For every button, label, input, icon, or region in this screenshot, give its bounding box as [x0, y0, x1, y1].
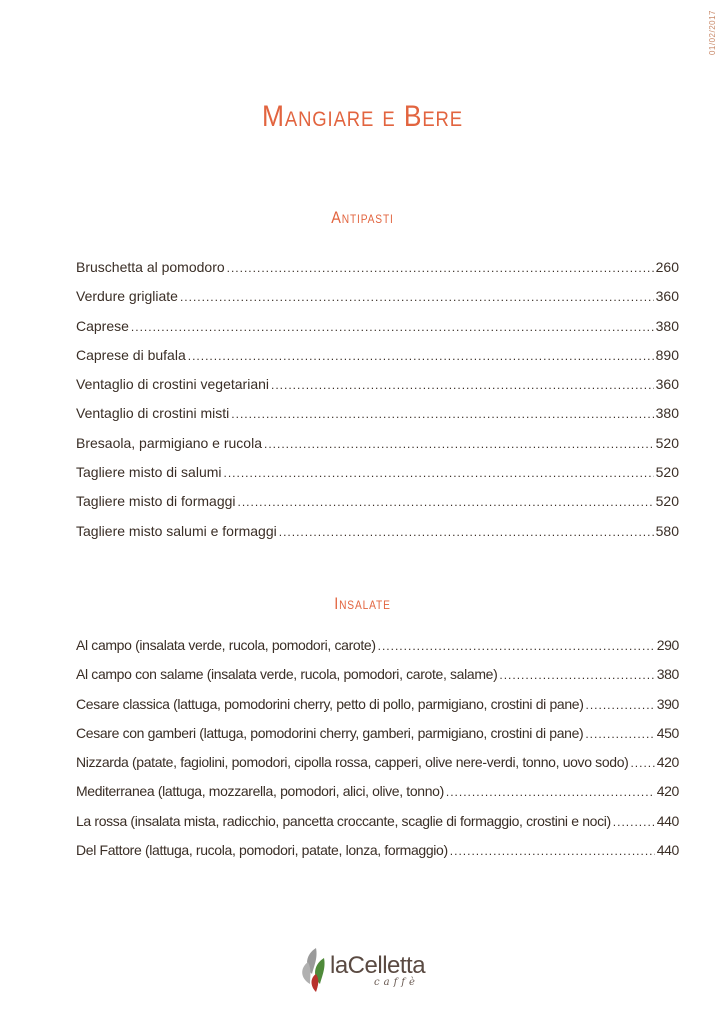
leader-dots — [630, 756, 654, 770]
item-name: Tagliere misto di formaggi — [76, 493, 236, 510]
leader-dots — [499, 668, 654, 682]
leader-dots — [180, 290, 654, 304]
item-name: Bresaola, parmigiano e rucola — [76, 434, 262, 451]
menu-item — [76, 347, 679, 376]
item-price: 520 — [655, 493, 679, 510]
menu-item — [76, 813, 679, 842]
item-name: Caprese — [76, 317, 129, 334]
menu-item — [76, 842, 679, 871]
item-price: 890 — [655, 346, 679, 363]
leader-dots — [231, 407, 653, 421]
item-name: Del Fattore (lattuga, rucola, pomodori, patate, lonza, formaggio) — [76, 842, 448, 859]
item-price: 420 — [656, 754, 679, 771]
leader-dots — [188, 349, 654, 363]
item-price: 450 — [656, 724, 679, 741]
leader-dots — [613, 815, 655, 829]
antipasti-list — [76, 259, 679, 552]
leader-dots — [238, 495, 654, 509]
leader-dots — [279, 525, 654, 539]
item-price: 420 — [656, 783, 679, 800]
date-stamp: 01/02/2017 — [708, 10, 717, 56]
item-name: Caprese di bufala — [76, 346, 186, 363]
item-name: Tagliere misto salumi e formaggi — [76, 522, 277, 539]
item-name: Nizzarda (patate, fagiolini, pomodori, cipolla rossa, capperi, olive nere-verdi, tonno, uovo sodo) — [76, 754, 629, 771]
item-price: 290 — [656, 637, 679, 653]
item-price: 360 — [655, 376, 679, 393]
leader-dots — [227, 261, 654, 275]
leader-dots — [131, 320, 654, 334]
leader-dots — [586, 698, 655, 712]
item-name: Al campo con salame (insalata verde, rucola, pomodori, carote, salame) — [76, 666, 498, 683]
menu-item — [76, 318, 679, 347]
brand-logo — [298, 942, 438, 994]
item-price: 520 — [655, 434, 679, 451]
menu-item — [76, 754, 679, 783]
item-name: Al campo (insalata verde, rucola, pomodori, carote) — [76, 637, 376, 653]
item-price: 390 — [656, 695, 679, 712]
menu-item — [76, 637, 679, 666]
section-title-insalate: Insalate — [334, 594, 391, 613]
menu-item — [76, 435, 679, 464]
leaf-icon — [298, 944, 332, 994]
item-name: La rossa (insalata mista, radicchio, pancetta croccante, scaglie di formaggio, crostini e noci) — [76, 812, 611, 829]
logo-name: laCelletta — [330, 952, 426, 979]
item-price: 520 — [655, 464, 679, 481]
item-name: Bruschetta al pomodoro — [76, 259, 225, 275]
menu-item — [76, 696, 679, 725]
item-name: Tagliere misto di salumi — [76, 464, 222, 481]
item-price: 380 — [655, 317, 679, 334]
section-title-antipasti: Antipasti — [331, 208, 394, 227]
menu-item — [76, 288, 679, 317]
item-name: Verdure grigliate — [76, 288, 178, 305]
menu-item — [76, 259, 679, 288]
menu-item — [76, 666, 679, 695]
insalate-list — [76, 637, 679, 871]
item-price: 260 — [655, 259, 679, 275]
menu-item — [76, 493, 679, 522]
item-name: Ventaglio di crostini vegetariani — [76, 376, 270, 393]
item-price: 580 — [655, 522, 679, 539]
logo-subtitle: caffè — [374, 977, 419, 988]
menu-item — [76, 523, 679, 552]
menu-item — [76, 376, 679, 405]
leader-dots — [450, 844, 655, 858]
menu-item — [76, 405, 679, 434]
item-name: Cesare con gamberi (lattuga, pomodorini cherry, gamberi, parmigiano, crostini di pane) — [76, 724, 584, 741]
page-title: Mangiare e Bere — [262, 100, 463, 133]
leader-dots — [378, 639, 655, 653]
leader-dots — [271, 378, 654, 392]
item-name: Ventaglio di crostini misti — [76, 405, 230, 422]
leader-dots — [224, 466, 654, 480]
item-name: Mediterranea (lattuga, mozzarella, pomodori, alici, olive, tonno) — [76, 783, 444, 800]
item-price: 360 — [655, 288, 679, 305]
leader-dots — [585, 727, 654, 741]
item-price: 380 — [655, 405, 679, 422]
item-price: 380 — [656, 666, 679, 683]
menu-item — [76, 783, 679, 812]
menu-item — [76, 725, 679, 754]
leader-dots — [264, 437, 654, 451]
item-name: Cesare classica (lattuga, pomodorini cherry, petto di pollo, parmigiano, crostini di pane) — [76, 695, 584, 712]
leader-dots — [446, 785, 655, 799]
item-price: 440 — [656, 842, 679, 859]
menu-item — [76, 464, 679, 493]
item-price: 440 — [656, 812, 679, 829]
